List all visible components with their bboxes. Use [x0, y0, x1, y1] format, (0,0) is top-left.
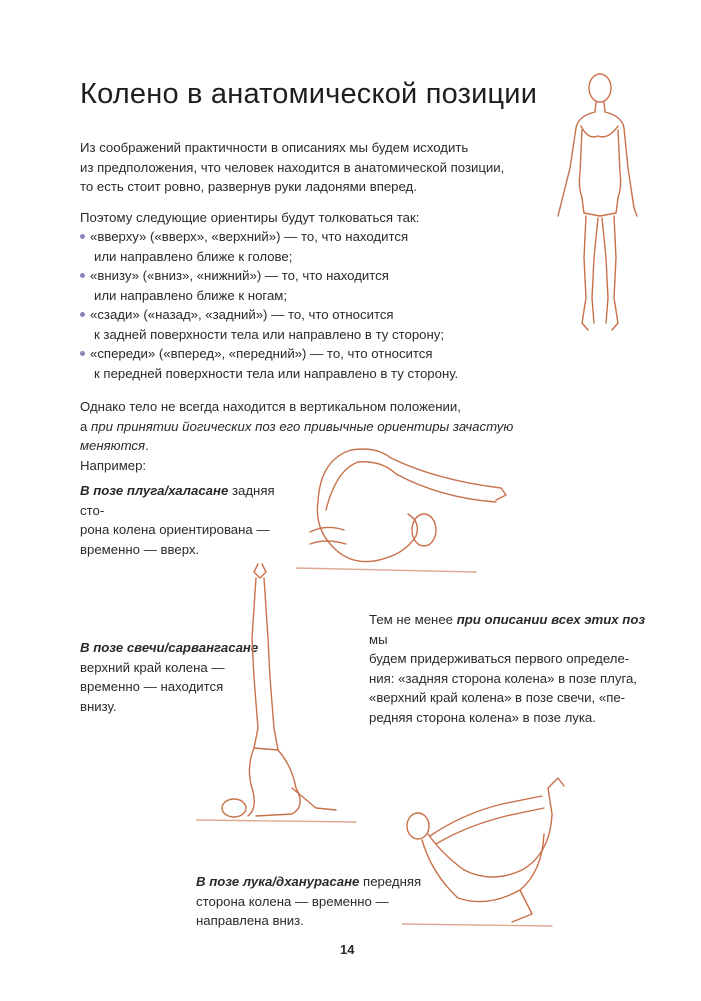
intro-paragraph: [80, 138, 550, 197]
intro-line: то есть стоит ровно, развернув руки ладонями вперед.: [80, 179, 417, 194]
plow-caption: В позе плуга/халасане задняя сто- рона колена ориентирована — временно — вверх.: [80, 483, 275, 557]
bow-pose-illustration: [402, 774, 577, 934]
page-number: 14: [340, 942, 355, 957]
plow-pose-illustration: [296, 440, 521, 575]
intro-line: из предположения, что человек находится в анатомической позиции,: [80, 159, 505, 175]
candle-pose-illustration: [196, 558, 366, 828]
note-caption: Тем не менее при описании всех этих поз мы будем придерживаться первого определе- ния: «задняя сторона колена» в позе плуга, «верхний край колена» в позе свечи, «пе- редняя сторона колена» в позе лука.: [369, 612, 646, 725]
standing-figure-illustration: [548, 68, 648, 338]
bow-caption: В позе лука/дханурасане передняя сторона колена — временно — направлена вниз.: [196, 874, 422, 928]
list-item: «сзади» («назад», «задний») — то, что относится к задней поверхности тела или направлено в ту сторону;: [80, 305, 550, 344]
candle-caption: В позе свечи/сарвангасане верхний край колена — временно — находится внизу.: [80, 640, 259, 714]
list-item: «внизу» («вниз», «нижний») — то, что находится или направлено ближе к ногам;: [80, 266, 550, 305]
however-paragraph: Однако тело не всегда находится в вертикальном положении, а при принятии йогических поз его привычные ориентиры зачастую меняются. Например:: [80, 399, 514, 473]
lead-sentence: Поэтому следующие ориентиры будут толковаться так:: [80, 210, 420, 225]
page-title: Колено в анатомической позиции: [80, 78, 538, 110]
list-item: «вверху» («вверх», «верхний») — то, что находится или направлено ближе к голове;: [80, 227, 550, 266]
intro-line: Из соображений практичности в описаниях мы будем исходить: [80, 140, 469, 155]
orientation-list: [80, 227, 550, 383]
list-item: «спереди» («вперед», «передний») — то, что относится к передней поверхности тела или направлено в ту сторону.: [80, 344, 550, 383]
